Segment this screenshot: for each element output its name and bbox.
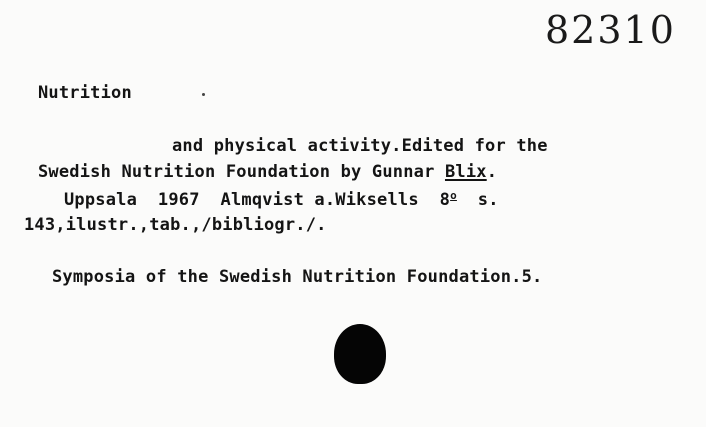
editor-line-prefix: Swedish Nutrition Foundation by Gunnar: [38, 162, 445, 182]
punch-hole: [334, 324, 386, 384]
editor-line: [38, 162, 497, 182]
imprint-line: [64, 189, 499, 210]
card-heading: Nutrition: [38, 83, 132, 103]
editor-surname: Blix: [444, 162, 487, 182]
format-superscript: o: [450, 189, 457, 202]
imprint-suffix: s.: [456, 190, 499, 210]
imprint-prefix: Uppsala 1967 Almqvist a.Wiksells 8: [64, 190, 451, 210]
accession-number: 82310: [545, 8, 676, 52]
title-line: and physical activity.Edited for the: [172, 136, 548, 156]
ink-dot: [202, 93, 205, 96]
editor-line-suffix: .: [486, 162, 498, 182]
pagination-line: 143,ilustr.,tab.,/bibliogr./.: [24, 215, 327, 235]
series-line: Symposia of the Swedish Nutrition Foundation.5.: [52, 267, 543, 287]
